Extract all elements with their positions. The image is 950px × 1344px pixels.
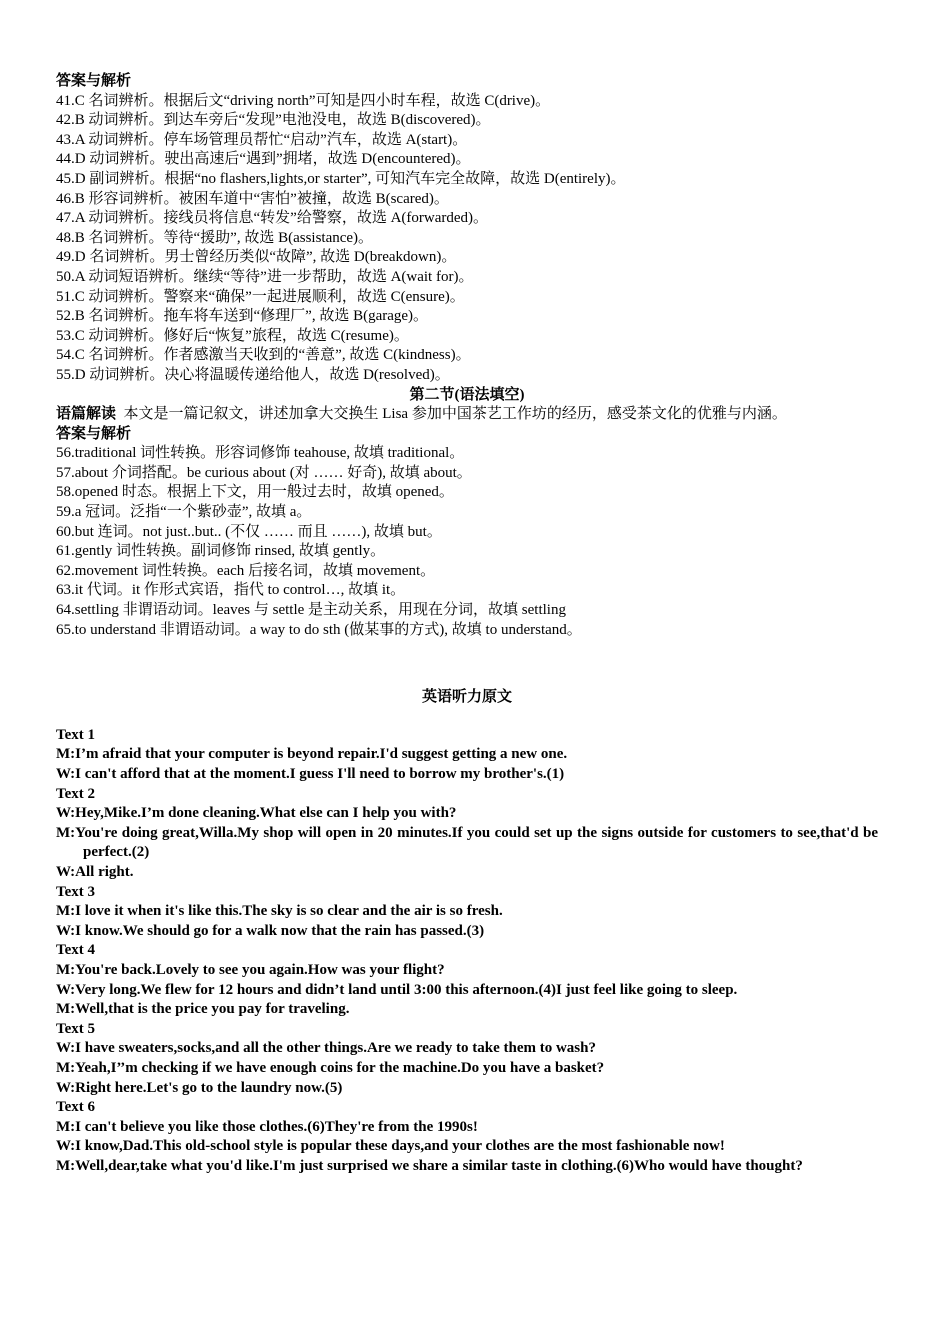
answer-item: 61.gently 词性转换。副词修饰 rinsed, 故填 gently。: [56, 543, 386, 560]
answer-item: 59.a 冠词。泛指“一个紫砂壶”, 故填 a。: [56, 504, 312, 521]
dialogue-line: W:I know,Dad.This old-school style is popular these days,and your clothes are the most fashionable now!: [56, 1138, 725, 1155]
answer-item: 55.D 动词辨析。决心将温暖传递给他人，故选 D(resolved)。: [56, 366, 450, 383]
reading-answers-heading: 答案与解析: [56, 73, 132, 89]
dialogue-line: W:Hey,Mike.I’m done cleaning.What else can I help you with?: [56, 805, 457, 822]
answer-item: 51.C 动词辨析。警察来“确保”一起进展顺利，故选 C(ensure)。: [56, 288, 465, 305]
grammar-section-title: 第二节(语法填空): [409, 386, 525, 403]
passage-summary: [56, 405, 878, 425]
grammar-answers-list: [56, 444, 878, 640]
answer-item: 52.B 名词辨析。拖车将车送到“修理厂”, 故选 B(garage)。: [56, 308, 429, 325]
dialogue-line: W:Right here.Let's go to the laundry now.(5): [56, 1079, 343, 1096]
dialogue-line: W:All right.: [56, 863, 134, 880]
answer-item: 65.to understand 非谓语动词。a way to do sth (做某事的方式), 故填 to understand。: [56, 621, 582, 638]
spacer: [56, 708, 878, 726]
dialogue-line: W:I can't afford that at the moment.I guess I'll need to borrow my brother's.(1): [56, 766, 565, 782]
answer-item: 49.D 名词辨析。男士曾经历类似“故障”, 故选 D(breakdown)。: [56, 249, 457, 266]
passage-label: 语篇解读: [56, 406, 117, 423]
answer-item: 58.opened 时态。根据上下文，用一般过去时，故填 opened。: [56, 484, 454, 501]
text-label: Text 4: [56, 942, 96, 959]
answer-item: 46.B 形容词辨析。被困车道中“害怕”被撞，故选 B(scared)。: [56, 190, 449, 207]
grammar-answers-heading: 答案与解析: [56, 425, 132, 442]
dialogue-line: M:I’m afraid that your computer is beyond repair.I'd suggest getting a new one.: [56, 746, 568, 763]
listening-title: 英语听力原文: [421, 689, 512, 706]
text-label: Text 5: [56, 1020, 96, 1037]
answer-item: 50.A 动词短语辨析。继续“等待”进一步帮助，故选 A(wait for)。: [56, 268, 474, 285]
dialogue-line: W:Very long.We flew for 12 hours and didn’t land until 3:00 this afternoon.(4)I just feel like going to sleep.: [56, 981, 738, 998]
answer-item: 64.settling 非谓语动词。leaves 与 settle 是主动关系，用现在分词，故填 settling: [56, 602, 566, 619]
answer-item: 42.B 动词辨析。到达车旁后“发现”电池没电，故选 B(discovered)。: [56, 112, 491, 129]
dialogue-line: M:You're doing great,Willa.My shop will open in 20 minutes.If you could set up the signs outside for customers to see,that'd be perfect.(2): [56, 824, 882, 861]
text-label: Text 1: [56, 726, 96, 743]
answer-item: 57.about 介词搭配。be curious about (对 …… 好奇), 故填 about。: [56, 464, 472, 481]
spacer: [56, 640, 878, 688]
text-label: Text 3: [56, 883, 96, 900]
answer-item: 53.C 动词辨析。修好后“恢复”旅程，故选 C(resume)。: [56, 327, 409, 344]
dialogue-line: M:Yeah,I’’m checking if we have enough coins for the machine.Do you have a basket?: [56, 1059, 605, 1076]
text-label: Text 6: [56, 1099, 96, 1116]
answer-item: 60.but 连词。not just..but.. (不仅 …… 而且 ……), 故填 but。: [56, 523, 442, 540]
text-label: Text 2: [56, 785, 96, 802]
answer-item: 48.B 名词辨析。等待“援助”, 故选 B(assistance)。: [56, 229, 374, 246]
answer-item: 44.D 动词辨析。驶出高速后“遇到”拥堵，故选 D(encountered)。: [56, 151, 471, 168]
answer-item: 56.traditional 词性转换。形容词修饰 teahouse, 故填 traditional。: [56, 445, 465, 462]
dialogue-line: M:I can't believe you like those clothes.(6)They're from the 1990s!: [56, 1118, 478, 1135]
reading-answers-list: [56, 92, 878, 386]
dialogue-line: W:I have sweaters,socks,and all the other things.Are we ready to take them to wash?: [56, 1040, 596, 1057]
dialogue-line: W:I know.We should go for a walk now that the rain has passed.(3): [56, 922, 485, 939]
listening-transcript: [56, 726, 882, 1177]
dialogue-line: M:I love it when it's like this.The sky is so clear and the air is so fresh.: [56, 903, 503, 920]
answer-item: 62.movement 词性转换。each 后接名词，故填 movement。: [56, 562, 436, 579]
answer-item: 43.A 动词辨析。停车场管理员帮忙“启动”汽车，故选 A(start)。: [56, 131, 468, 148]
dialogue-line: M:You're back.Lovely to see you again.How was your flight?: [56, 961, 445, 978]
answer-item: 54.C 名词辨析。作者感激当天收到的“善意”, 故选 C(kindness)。: [56, 347, 471, 364]
dialogue-line: M:Well,dear,take what you'd like.I'm just surprised we share a similar taste in clothing.(6)Who would have thought?: [56, 1157, 803, 1174]
answer-item: 63.it 代词。it 作形式宾语，指代 to control…, 故填 it。: [56, 582, 406, 599]
answer-item: 47.A 动词辨析。接线员将信息“转发”给警察，故选 A(forwarded)。: [56, 210, 489, 227]
answer-item: 45.D 副词辨析。根据“no flashers,lights,or starter”, 可知汽车完全故障，故选 D(entirely)。: [56, 170, 626, 187]
answer-item: 41.C 名词辨析。根据后文“driving north”可知是四小时车程，故选 C(drive)。: [56, 92, 551, 109]
passage-text: 本文是一篇记叙文，讲述加拿大交换生 Lisa 参加中国茶艺工作坊的经历，感受茶文化的优雅与内涵。: [123, 406, 787, 423]
dialogue-line: M:Well,that is the price you pay for traveling.: [56, 1001, 350, 1018]
